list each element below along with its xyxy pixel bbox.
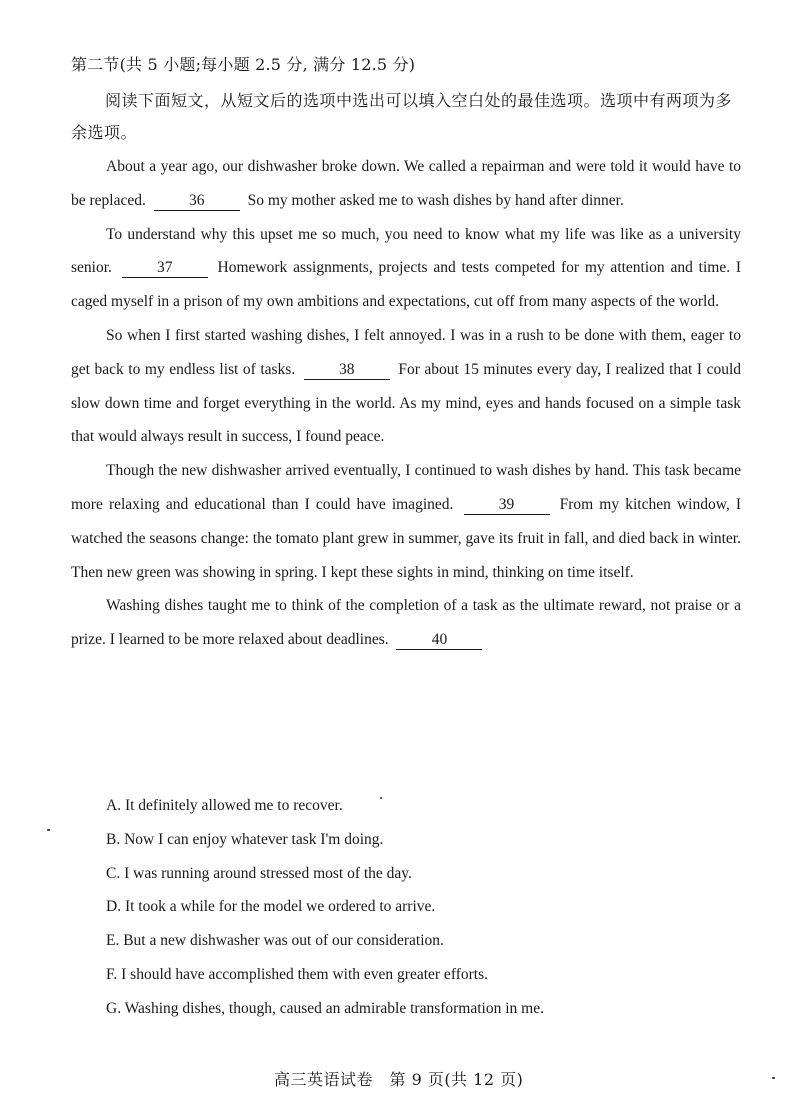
passage-paragraph-5 [71,589,741,657]
section-title: 第二节(共 5 小题;每小题 2.5 分, 满分 12.5 分) [71,55,416,74]
paragraph-text: Though the new dishwasher arrived eventually, I continued to wash dishes by hand. This task became more relaxing and educational than I could have imagined. [71,462,741,513]
paragraph-text: Washing dishes taught me to think of the completion of a task as the ultimate reward, not praise or a prize. I learned to be more relaxed about deadlines. [71,597,741,649]
passage-paragraph-4 [71,454,741,589]
option-b: B. Now I can enjoy whatever task I'm doing. [106,830,384,848]
passage [71,150,741,657]
paragraph-text: Homework assignments, projects and tests competed for my attention and time. I caged myself in a prison of my own ambitions and expectations, cut off from many aspects of the world. [71,259,742,311]
scan-speck [47,829,50,831]
directions: 阅读下面短文，从短文后的选项中选出可以填入空白处的最佳选项。选项中有两项为多余选项。 [71,91,733,142]
page-footer: 高三英语试卷 第 9 页(共 12 页) [274,1070,524,1089]
paragraph-text: So when I first started washing dishes, I felt annoyed. I was in a rush to be done with them, eager to get back to my endless list of tasks. [71,326,741,378]
scan-speck [380,797,382,799]
option-f: F. I should have accomplished them with even greater efforts. [106,965,488,983]
passage-paragraph-2 [71,218,741,319]
answer-options [106,789,544,1026]
passage-paragraph-3 [71,319,741,454]
paragraph-text: About a year ago, our dishwasher broke down. We called a repairman and were told it would have to be replaced. [71,158,741,209]
passage-paragraph-1 [71,150,741,218]
blank-36: 36 [154,192,240,211]
blank-40: 40 [396,631,482,650]
option-g: G. Washing dishes, though, caused an admirable transformation in me. [106,999,544,1017]
paragraph-text: From my kitchen window, I watched the seasons change: the tomato plant grew in summer, gave its fruit in fall, and died back in winter. Then new green was showing in spring. I kept these sights in mind, thinking on time itself. [71,495,742,581]
option-e: E. But a new dishwasher was out of our consideration. [106,932,444,950]
paragraph-text: For about 15 minutes every day, I realized that I could slow down time and forget everything in the world. As my mind, eyes and hands focused on a simple task that would always result in success, I found peace. [71,360,742,446]
blank-37: 37 [122,259,208,278]
paragraph-text: To understand why this upset me so much, you need to know what my life was like as a university senior. [71,225,741,277]
blank-39: 39 [464,496,550,515]
option-c: C. I was running around stressed most of the day. [106,864,412,882]
paragraph-text: So my mother asked me to wash dishes by hand after dinner. [247,191,624,209]
scan-speck [772,1077,775,1079]
option-d: D. It took a while for the model we ordered to arrive. [106,898,436,916]
option-a: A. It definitely allowed me to recover. [106,797,343,814]
blank-38: 38 [304,361,390,380]
